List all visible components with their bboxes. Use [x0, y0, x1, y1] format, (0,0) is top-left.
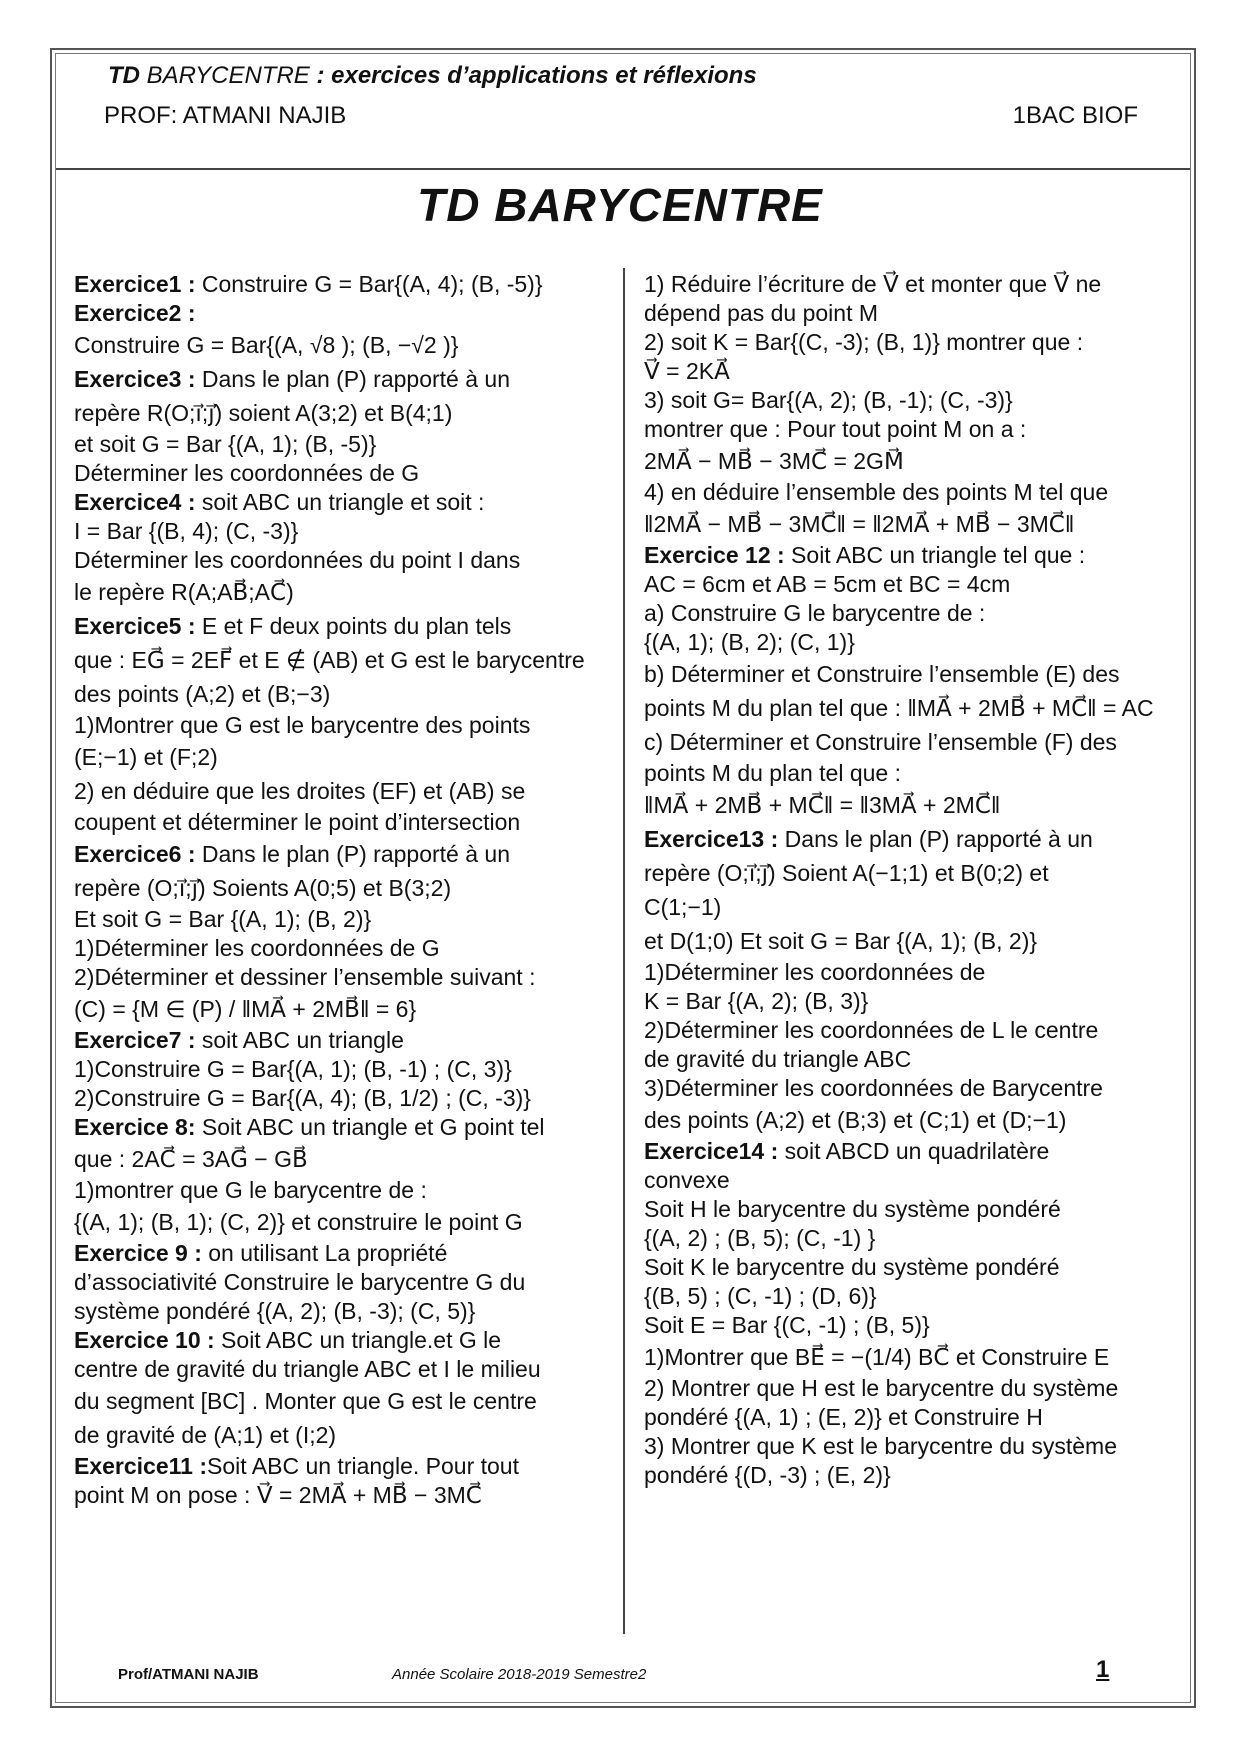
exercise-text: pondéré {(D, -3) ; (E, 2)}	[644, 1462, 891, 1488]
exercise-line	[74, 362, 604, 396]
exercise-text: du segment [BC] . Monter que G est le centre	[74, 1388, 537, 1414]
exercise-line	[74, 808, 604, 837]
exercise-text: Soit ABC un triangle. Pour tout	[207, 1453, 519, 1479]
exercise-line	[74, 992, 604, 1026]
exercise-line	[74, 1355, 604, 1384]
exercise-line	[74, 740, 604, 774]
header-box	[56, 54, 1190, 170]
exercise-text: {(B, 5) ; (C, -1) ; (D, 6)}	[644, 1283, 877, 1309]
exercise-line	[644, 570, 1164, 599]
exercise-text: Soit ABC un triangle.et G le	[214, 1327, 502, 1353]
exercise-text: 1)Montrer que BE⃗ = −(1/4) BC⃗ et Construire E	[644, 1344, 1110, 1370]
exercise-line	[644, 1166, 1164, 1195]
exercise-text: Dans le plan (P) rapporté à un	[778, 826, 1093, 852]
exercise-line	[74, 328, 604, 362]
exercise-line	[644, 1461, 1164, 1490]
exercise-text: Soit E = Bar {(C, -1) ; (B, 5)}	[644, 1312, 930, 1338]
exercise-label: Exercice5 :	[74, 613, 196, 639]
exercise-text: Dans le plan (P) rapporté à un	[195, 366, 510, 392]
exercise-text: que : 2AC⃗ = 3AG⃗ − GB⃗	[74, 1146, 308, 1172]
exercise-text: montrer que : Pour tout point M on a :	[644, 416, 1027, 442]
exercise-text: Construire G = Bar{(A, √8 ); (B, −√2 )}	[74, 332, 459, 358]
exercise-line	[644, 1103, 1164, 1137]
exercise-text: (E;−1) et (F;2)	[74, 744, 218, 770]
exercise-line	[644, 415, 1164, 444]
exercise-text: 1)Déterminer les coordonnées de	[644, 959, 986, 985]
exercise-text: Dans le plan (P) rapporté à un	[195, 841, 510, 867]
exercise-text: ‖2MA⃗ − MB⃗ − 3MC⃗‖ = ‖2MA⃗ + MB⃗ − 3MC⃗‖	[644, 511, 1075, 537]
exercise-label: Exercice4 :	[74, 489, 196, 515]
exercise-text: Déterminer les coordonnées du point I dans	[74, 547, 521, 573]
exercise-line	[74, 1113, 604, 1142]
exercise-line	[644, 788, 1164, 822]
exercise-label: Exercice14 :	[644, 1138, 779, 1164]
exercise-line	[74, 517, 604, 546]
exercise-line	[74, 1418, 604, 1452]
footer-page-number: 1	[1096, 1656, 1110, 1683]
exercise-line	[644, 822, 1164, 856]
exercise-text: 3) soit G= Bar{(A, 2); (B, -1); (C, -3)}	[644, 387, 1013, 413]
exercise-line	[74, 488, 604, 517]
exercise-text: 2)Déterminer et dessiner l’ensemble suivant :	[74, 964, 536, 990]
exercise-text: repère (O;i⃗;j⃗) Soients A(0;5) et B(3;2)	[74, 875, 452, 901]
exercise-line	[74, 905, 604, 934]
exercise-text: Soit ABC un triangle tel que :	[784, 542, 1086, 568]
exercise-line	[644, 1340, 1164, 1374]
exercise-text: d’associativité Construire le barycentre G du	[74, 1269, 526, 1295]
exercise-line	[644, 987, 1164, 1016]
exercise-text: centre de gravité du triangle ABC et I le milieu	[74, 1356, 541, 1382]
exercise-text: b) Déterminer et Construire l’ensemble (E) des	[644, 661, 1120, 687]
exercise-line	[644, 958, 1164, 987]
exercise-text: le repère R(A;AB⃗;AC⃗)	[74, 579, 294, 605]
exercise-line	[74, 677, 604, 711]
exercise-line	[644, 691, 1164, 725]
exercise-text: K = Bar {(A, 2); (B, 3)}	[644, 988, 869, 1014]
right-column	[644, 270, 1164, 1490]
exercise-text: et soit G = Bar {(A, 1); (B, -5)}	[74, 431, 377, 457]
exercise-text: I = Bar {(B, 4); (C, -3)}	[74, 518, 299, 544]
exercise-line	[74, 1205, 604, 1239]
exercise-line	[644, 1224, 1164, 1253]
exercise-label: Exercice 12 :	[644, 542, 785, 568]
exercise-line	[644, 1074, 1164, 1103]
exercise-line	[644, 759, 1164, 788]
exercise-line	[74, 299, 604, 328]
exercise-text: des points (A;2) et (B;−3)	[74, 681, 331, 707]
exercise-line	[644, 444, 1164, 478]
exercise-line	[644, 299, 1164, 328]
exercise-line	[644, 1195, 1164, 1224]
exercise-text: que : EG⃗ = 2EF⃗ et E ∉ (AB) et G est le barycentre	[74, 647, 585, 673]
exercise-text: 2)Construire G = Bar{(A, 4); (B, 1/2) ; (C, -3)}	[74, 1085, 531, 1111]
main-title: TD BARYCENTRE	[417, 179, 823, 231]
exercise-text: ‖MA⃗ + 2MB⃗ + MC⃗‖ = ‖3MA⃗ + 2MC⃗‖	[644, 792, 1001, 818]
exercise-line	[644, 1016, 1164, 1045]
exercise-line	[644, 1045, 1164, 1074]
header-title-thin: BARYCENTRE	[140, 62, 310, 89]
exercise-text: V⃗ = 2KA⃗	[644, 358, 730, 384]
exercise-label: Exercice13 :	[644, 826, 779, 852]
exercise-text: dépend pas du point M	[644, 300, 879, 326]
exercise-line	[644, 890, 1164, 924]
exercise-text: de gravité du triangle ABC	[644, 1046, 912, 1072]
exercise-line	[74, 1297, 604, 1326]
exercise-line	[644, 541, 1164, 570]
footer-year: Année Scolaire 2018-2019 Semestre2	[392, 1666, 647, 1683]
header-title-rest: : exercices d’applications et réflexions	[309, 62, 757, 89]
exercise-text: coupent et déterminer le point d’intersection	[74, 809, 521, 835]
exercise-label: Exercice2 :	[74, 300, 196, 326]
exercise-line	[644, 270, 1164, 299]
exercise-label: Exercice6 :	[74, 841, 196, 867]
exercise-line	[74, 963, 604, 992]
exercise-text: 3) Montrer que K est le barycentre du système	[644, 1433, 1117, 1459]
exercise-label: Exercice 9 :	[74, 1240, 202, 1266]
exercise-line	[74, 396, 604, 430]
exercise-line	[74, 459, 604, 488]
exercise-label: Exercice 8:	[74, 1114, 196, 1140]
exercise-line	[644, 1137, 1164, 1166]
exercise-label: Exercice1 :	[74, 271, 196, 297]
exercise-line	[74, 711, 604, 740]
exercise-text: Construire G = Bar{(A, 4); (B, -5)}	[195, 271, 543, 297]
exercise-text: soit ABCD un quadrilatère	[778, 1138, 1050, 1164]
exercise-line	[644, 357, 1164, 386]
exercise-text: 2MA⃗ − MB⃗ − 3MC⃗ = 2GM⃗	[644, 448, 904, 474]
exercise-text: de gravité de (A;1) et (I;2)	[74, 1422, 337, 1448]
exercise-line	[644, 1282, 1164, 1311]
exercise-line	[74, 934, 604, 963]
exercise-text: E et F deux points du plan tels	[195, 613, 512, 639]
exercise-text: 2) Montrer que H est le barycentre du système	[644, 1375, 1119, 1401]
exercise-text: Soit K le barycentre du système pondéré	[644, 1254, 1060, 1280]
exercise-text: {(A, 1); (B, 2); (C, 1)}	[644, 629, 855, 655]
exercise-text: 1)montrer que G le barycentre de :	[74, 1177, 427, 1203]
exercise-line	[644, 328, 1164, 357]
exercise-text: (C) = {M ∈ (P) / ‖MA⃗ + 2MB⃗‖ = 6}	[74, 996, 417, 1022]
header-title	[108, 62, 757, 90]
exercise-text: repère (O;i⃗;j⃗) Soient A(−1;1) et B(0;2) et	[644, 860, 1049, 886]
exercise-line	[74, 1026, 604, 1055]
exercise-text: {(A, 1); (B, 1); (C, 2)} et construire le point G	[74, 1209, 523, 1235]
exercise-text: des points (A;2) et (B;3) et (C;1) et (D;−1)	[644, 1107, 1067, 1133]
exercise-text: c) Déterminer et Construire l’ensemble (F) des	[644, 729, 1117, 755]
exercise-text: {(A, 2) ; (B, 5); (C, -1) }	[644, 1225, 876, 1251]
exercise-line	[644, 1374, 1164, 1403]
exercise-text: on utilisant La propriété	[201, 1240, 448, 1266]
exercise-line	[74, 643, 604, 677]
header-title-bold: TD	[108, 62, 140, 89]
exercise-text: 3)Déterminer les coordonnées de Barycentre	[644, 1075, 1103, 1101]
exercise-text: pondéré {(A, 1) ; (E, 2)} et Construire H	[644, 1404, 1043, 1430]
exercise-line	[644, 478, 1164, 507]
exercise-line	[74, 1142, 604, 1176]
exercise-text: Soit H le barycentre du système pondéré	[644, 1196, 1061, 1222]
exercise-line	[74, 1176, 604, 1205]
exercise-line	[644, 1311, 1164, 1340]
exercise-label: Exercice11 :	[74, 1453, 208, 1479]
left-column	[74, 270, 604, 1510]
exercise-line	[74, 774, 604, 808]
exercise-label: Exercice7 :	[74, 1027, 196, 1053]
exercise-line	[644, 725, 1164, 759]
exercise-text: 4) en déduire l’ensemble des points M tel que	[644, 479, 1109, 505]
exercise-text: points M du plan tel que : ‖MA⃗ + 2MB⃗ + MC⃗‖ = AC	[644, 695, 1154, 721]
exercise-line	[74, 1084, 604, 1113]
exercise-text: Et soit G = Bar {(A, 1); (B, 2)}	[74, 906, 372, 932]
exercise-line	[74, 546, 604, 575]
exercise-line	[644, 507, 1164, 541]
exercise-line	[74, 609, 604, 643]
exercise-line	[644, 856, 1164, 890]
exercise-line	[644, 924, 1164, 958]
exercise-line	[644, 1403, 1164, 1432]
exercise-text: et D(1;0) Et soit G = Bar {(A, 1); (B, 2)}	[644, 928, 1038, 954]
exercise-text: 1)Construire G = Bar{(A, 1); (B, -1) ; (C, 3)}	[74, 1056, 512, 1082]
exercise-text: 1) Réduire l’écriture de V⃗ et monter que V⃗ ne	[644, 271, 1102, 297]
exercise-line	[74, 837, 604, 871]
exercise-text: 1)Déterminer les coordonnées de G	[74, 935, 440, 961]
exercise-text: soit ABC un triangle et soit :	[195, 489, 485, 515]
exercise-text: Déterminer les coordonnées de G	[74, 460, 420, 486]
exercise-line	[74, 1481, 604, 1510]
exercise-line	[644, 1253, 1164, 1282]
exercise-text: soit ABC un triangle	[195, 1027, 404, 1053]
exercise-text: 2) en déduire que les droites (EF) et (AB) se	[74, 778, 526, 804]
exercise-line	[74, 1384, 604, 1418]
exercise-line	[74, 575, 604, 609]
exercise-label: Exercice 10 :	[74, 1327, 215, 1353]
exercise-text: AC = 6cm et AB = 5cm et BC = 4cm	[644, 571, 1011, 597]
exercise-text: 2)Déterminer les coordonnées de L le centre	[644, 1017, 1099, 1043]
header-class: 1BAC BIOF	[1012, 102, 1138, 129]
exercise-label: Exercice3 :	[74, 366, 196, 392]
exercise-line	[74, 1452, 604, 1481]
exercise-line	[74, 1239, 604, 1268]
exercise-line	[644, 599, 1164, 628]
exercise-line	[644, 657, 1164, 691]
column-divider	[623, 268, 625, 1634]
header-prof: PROF: ATMANI NAJIB	[104, 102, 347, 129]
exercise-text: C(1;−1)	[644, 894, 722, 920]
exercise-line	[74, 430, 604, 459]
exercise-text: a) Construire G le barycentre de :	[644, 600, 986, 626]
exercise-line	[74, 1055, 604, 1084]
exercise-line	[644, 386, 1164, 415]
exercise-text: système pondéré {(A, 2); (B, -3); (C, 5)}	[74, 1298, 476, 1324]
exercise-line	[644, 1432, 1164, 1461]
exercise-line	[74, 270, 604, 299]
exercise-text: Soit ABC un triangle et G point tel	[195, 1114, 545, 1140]
exercise-text: convexe	[644, 1167, 730, 1193]
exercise-text: points M du plan tel que :	[644, 760, 901, 786]
exercise-text: point M on pose : V⃗ = 2MA⃗ + MB⃗ − 3MC⃗	[74, 1482, 482, 1508]
footer-author: Prof/ATMANI NAJIB	[118, 1666, 259, 1683]
exercise-line	[644, 628, 1164, 657]
exercise-line	[74, 1326, 604, 1355]
exercise-line	[74, 1268, 604, 1297]
exercise-text: repère R(O;i⃗;j⃗) soient A(3;2) et B(4;1)	[74, 400, 453, 426]
exercise-text: 2) soit K = Bar{(C, -3); (B, 1)} montrer que :	[644, 329, 1084, 355]
exercise-line	[74, 871, 604, 905]
exercise-text: 1)Montrer que G est le barycentre des points	[74, 712, 531, 738]
